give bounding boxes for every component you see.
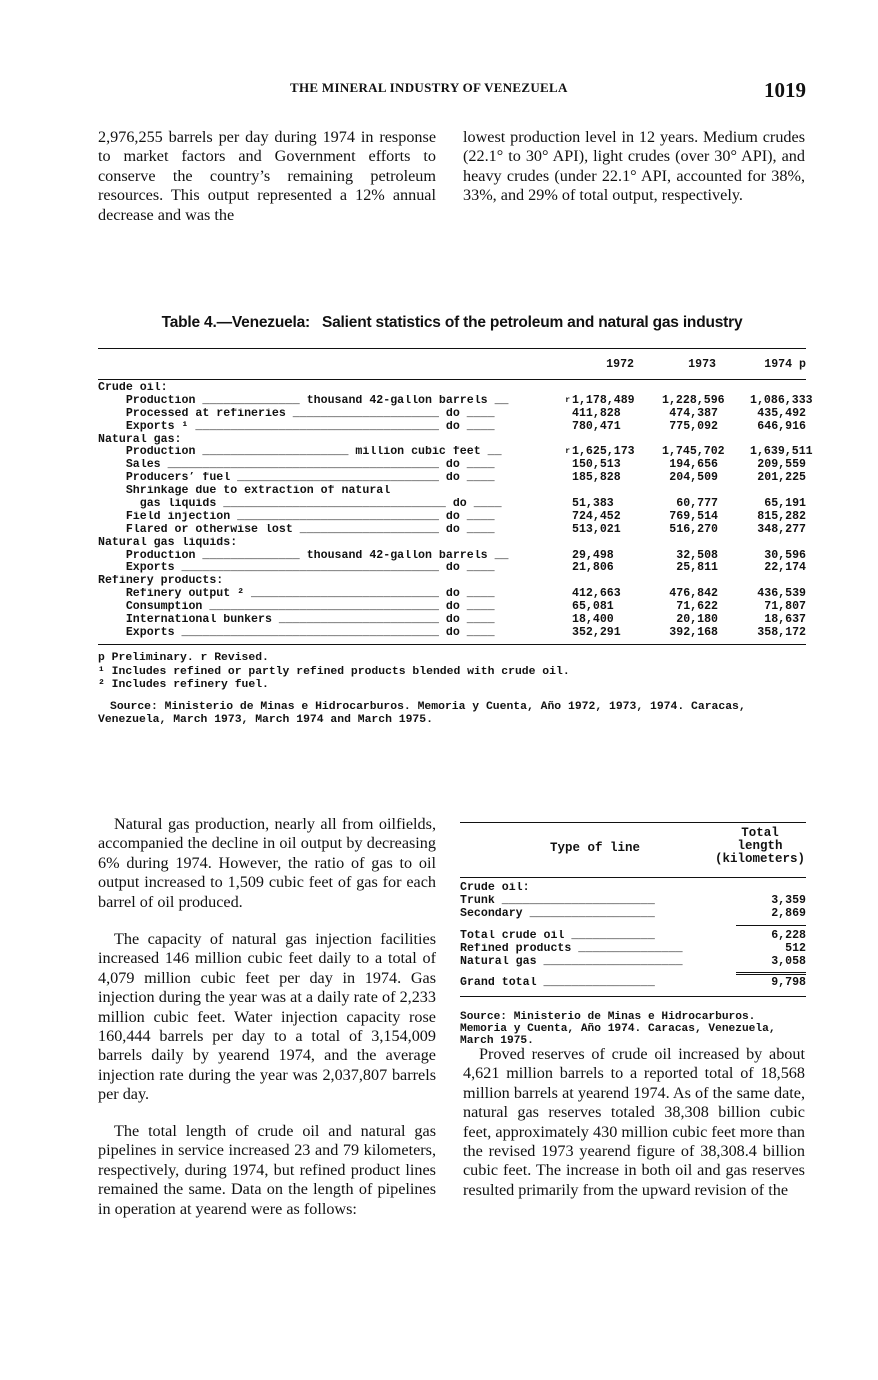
row-label: Exports _____________________________________ do ____ — [98, 562, 495, 575]
row-label: Grand total ________________ — [460, 976, 655, 989]
cell-value: 65,191 — [764, 497, 806, 511]
cell-value: 411,828 — [572, 406, 621, 420]
cell-value: 435,492 — [757, 406, 806, 420]
cell-value: 815,282 — [757, 509, 806, 523]
row-label: Natural gas liquids: — [98, 536, 238, 549]
cell-value: 60,777 — [676, 497, 718, 511]
cell-value: 1,625,173 — [572, 445, 635, 459]
cell-value: 392,168 — [669, 625, 718, 639]
col-header-1972: 1972 — [606, 358, 634, 371]
row-label: Consumption _________________________________ do ____ — [98, 601, 495, 614]
page-number: 1019 — [764, 78, 806, 102]
cell-value: 194,656 — [669, 458, 718, 472]
cell-value: 348,277 — [757, 522, 806, 536]
cell-value — [718, 382, 806, 395]
revision-flag — [544, 614, 572, 627]
col-header-length — [714, 827, 806, 866]
cell-value: 18,637 — [764, 613, 806, 627]
col-header-1973: 1973 — [688, 358, 716, 371]
row-value: 512 — [785, 942, 806, 956]
revision-flag — [544, 562, 572, 575]
table-row — [98, 421, 806, 434]
row-label: Production _____________________ million cubic feet __ — [98, 446, 502, 459]
cell-value: 646,916 — [757, 419, 806, 433]
row-label: Secondary __________________ — [460, 907, 655, 920]
cell-value: 22,174 — [764, 561, 806, 575]
row-label: Natural gas: — [98, 433, 182, 446]
table-row — [460, 943, 806, 956]
pipeline-table-bottom-rule — [460, 996, 806, 997]
cell-value: 204,509 — [669, 471, 718, 485]
row-label: Refinery products: — [98, 575, 224, 588]
cell-value: 18,400 — [572, 613, 614, 627]
row-value — [736, 882, 806, 895]
row-label: Exports ¹ ___________________________________ do ____ — [98, 420, 495, 433]
note-2: ² Includes refinery fuel. — [98, 679, 269, 691]
table4-bottom-rule — [98, 644, 806, 645]
revision-flag — [544, 485, 572, 498]
row-value: 3,058 — [771, 954, 806, 968]
table-row — [98, 562, 806, 575]
row-value: 2,869 — [771, 906, 806, 920]
subtotal-rule — [460, 920, 806, 930]
table-row — [460, 908, 806, 921]
cell-value: 769,514 — [669, 509, 718, 523]
revision-flag — [544, 588, 572, 601]
cell-value: 1,228,596 — [662, 393, 725, 407]
table-row — [460, 895, 806, 908]
table-row — [98, 382, 806, 395]
row-label: Producers’ fuel _____________________________ do ____ — [98, 472, 495, 485]
revision-flag — [544, 434, 572, 447]
revision-flag — [544, 575, 572, 588]
revision-flag — [544, 524, 572, 537]
table4-notes — [98, 652, 806, 728]
revision-flag — [544, 472, 572, 485]
col-header-length-2: length — [737, 839, 783, 853]
row-label: Refinery output ² ___________________________ do ____ — [98, 588, 495, 601]
cell-value: 436,539 — [757, 587, 806, 601]
table4-header — [98, 348, 806, 380]
cell-value: 476,842 — [669, 587, 718, 601]
table-row — [98, 614, 806, 627]
row-label: Field injection _____________________________ do ____ — [98, 510, 495, 523]
cell-value: 150,513 — [572, 458, 621, 472]
row-value: 3,359 — [771, 893, 806, 907]
cell-value: 516,270 — [669, 522, 718, 536]
table-row — [98, 472, 806, 485]
cell-value: 71,807 — [764, 600, 806, 614]
note-preliminary: p Preliminary. r Revised. — [98, 652, 269, 664]
revision-flag — [544, 382, 572, 395]
body-left-p3: The total length of crude oil and natural gas pipelines in service increased 23 and 79 kilometers, respectively, during 1974, but refined product lines remained the same. Data on the length of pipelines in operation at yearend were as follows: — [98, 1122, 436, 1218]
cell-value: 412,663 — [572, 587, 621, 601]
cell-value: 724,452 — [572, 509, 621, 523]
pipeline-table-body — [460, 878, 806, 997]
row-label: Total crude oil ____________ — [460, 930, 655, 943]
cell-value: 352,291 — [572, 625, 621, 639]
table-row — [98, 537, 806, 550]
table4-body — [98, 380, 813, 640]
table-row — [460, 956, 806, 969]
table4-title-number: Table 4.—Venezuela: — [161, 314, 310, 331]
body-left-p2: The capacity of natural gas injection facilities increased 146 million cubic feet daily to a total of 4,079 million cubic feet per day in 1974. Gas injection during the year was at a daily rate of 2,233 million cubic feet. Water injection capacity rose 160,444 barrels per day to a total of 3,154,009 barrels daily by yearend 1974, and the average injection rate during the year was 2,037,807 barrels per day. — [98, 930, 436, 1104]
cell-value: 1,178,489 — [572, 393, 635, 407]
revision-flag — [544, 459, 572, 472]
cell-value: 30,596 — [764, 548, 806, 562]
cell-value: 201,225 — [757, 471, 806, 485]
row-label: Flared or otherwise lost ____________________ do ____ — [98, 523, 495, 536]
row-label: Processed at refineries _____________________ do ____ — [98, 407, 495, 420]
row-label: Trunk ______________________ — [460, 894, 655, 907]
row-value: 6,228 — [771, 929, 806, 943]
table4-title — [98, 314, 806, 332]
cell-value: 358,172 — [757, 625, 806, 639]
table-row — [460, 882, 806, 895]
cell-value: 513,021 — [572, 522, 621, 536]
revision-flag — [544, 550, 572, 563]
table-row — [98, 524, 806, 537]
row-label: Production ______________ thousand 42-gallon barrels __ — [98, 394, 509, 407]
cell-value: 32,508 — [676, 548, 718, 562]
cell-value: 185,828 — [572, 471, 621, 485]
pipeline-table-source: Source: Ministerio de Minas e Hidrocarburos. Memoria y Cuenta, Año 1974. Caracas, Venezuela, March 1975. — [460, 1010, 776, 1048]
table4 — [98, 348, 813, 645]
row-label: gas liquids ________________________________ do ____ — [98, 498, 502, 511]
table-row — [98, 498, 806, 511]
cell-value: 1,639,511 — [750, 445, 813, 459]
cell-value — [628, 382, 718, 395]
cell-value — [572, 537, 628, 550]
pipeline-table-header — [460, 822, 806, 878]
revision-flag — [544, 421, 572, 434]
row-label: Crude oil: — [98, 382, 168, 394]
revision-flag — [544, 498, 572, 511]
cell-value: 775,092 — [669, 419, 718, 433]
col-header-length-1: Total — [741, 826, 779, 840]
intro-right-paragraph: lowest production level in 12 years. Medium crudes (22.1° to 30° API), light crudes (over 30° API), and heavy crudes (under 22.1° API, accounted for 38%, 33%, and 29% of total output, respectively. — [463, 128, 805, 205]
row-label: Shrinkage due to extraction of natural — [98, 485, 391, 498]
col-header-length-3: (kilometers) — [714, 852, 805, 866]
running-head: THE MINERAL INDUSTRY OF VENEZUELA — [290, 80, 568, 95]
row-label: Exports _____________________________________ do ____ — [98, 626, 495, 639]
row-label: Sales _______________________________________ do ____ — [98, 459, 495, 472]
cell-value: 25,811 — [676, 561, 718, 575]
cell-value: 209,559 — [757, 458, 806, 472]
table4-title-text: Salient statistics of the petroleum and natural gas industry — [322, 314, 743, 331]
cell-value: 20,180 — [676, 613, 718, 627]
cell-value — [718, 537, 806, 550]
revision-flag — [544, 537, 572, 550]
table-row — [98, 511, 806, 524]
cell-value — [628, 537, 718, 550]
total-rule — [460, 969, 806, 977]
cell-value: 780,471 — [572, 419, 621, 433]
table-row — [460, 977, 806, 990]
row-label: Refined products _______________ — [460, 943, 683, 956]
revision-flag — [544, 627, 572, 640]
revision-flag: r — [565, 395, 570, 405]
table-row — [98, 408, 806, 421]
cell-value: 1,086,333 — [750, 393, 813, 407]
cell-value: 51,383 — [572, 497, 614, 511]
table-row — [98, 627, 806, 640]
body-right-p1: Proved reserves of crude oil increased by about 4,621 million barrels to a reported total of 18,568 million barrels at yearend 1974. As of the same date, natural gas reserves totaled 38,308 billion cubic feet, approximately 430 million cubic feet more than the revised 1973 yearend figure of 38,308.4 billion cubic feet. The increase in both oil and gas reserves resulted primarily from the upward revision of the — [463, 1045, 805, 1199]
cell-value: 474,387 — [669, 406, 718, 420]
pipeline-table — [460, 822, 806, 1048]
revision-flag: r — [565, 447, 570, 457]
table-row — [460, 930, 806, 943]
cell-value: 29,498 — [572, 548, 614, 562]
table-row — [98, 393, 813, 408]
cell-value: 21,806 — [572, 561, 614, 575]
note-1: ¹ Includes refined or partly refined products blended with crude oil. — [98, 665, 570, 678]
col-header-type: Type of line — [550, 841, 641, 855]
revision-flag — [544, 511, 572, 524]
cell-value — [572, 382, 628, 395]
intro-left-paragraph: 2,976,255 barrels per day during 1974 in response to market factors and Government efforts to conserve the country’s remaining petroleum resources. This output represented a 12% annual decrease and was the — [98, 128, 436, 224]
cell-value: 71,622 — [676, 600, 718, 614]
revision-flag — [544, 601, 572, 614]
body-left-p1: Natural gas production, nearly all from oilfields, accompanied the decline in oil output by decreasing 6% during 1974. However, the ratio of gas to oil output increased to 1,509 cubic feet of gas for each barrel of oil produced. — [98, 815, 436, 911]
row-label: Production ______________ thousand 42-gallon barrels __ — [98, 549, 509, 562]
revision-flag — [544, 408, 572, 421]
row-label: Crude oil: — [460, 882, 530, 894]
row-value: 9,798 — [771, 975, 806, 989]
cell-value: 65,081 — [572, 600, 614, 614]
col-header-1974: 1974 p — [764, 358, 806, 371]
row-label: International bunkers _______________________ do ____ — [98, 614, 495, 627]
row-label: Natural gas ____________________ — [460, 955, 683, 968]
table4-source: Source: Ministerio de Minas e Hidrocarburos. Memoria y Cuenta, Año 1972, 1973, 1974. Caracas, Venezuela, March 1973, March 1974 and March 1975. — [98, 700, 746, 726]
cell-value: 1,745,702 — [662, 445, 725, 459]
